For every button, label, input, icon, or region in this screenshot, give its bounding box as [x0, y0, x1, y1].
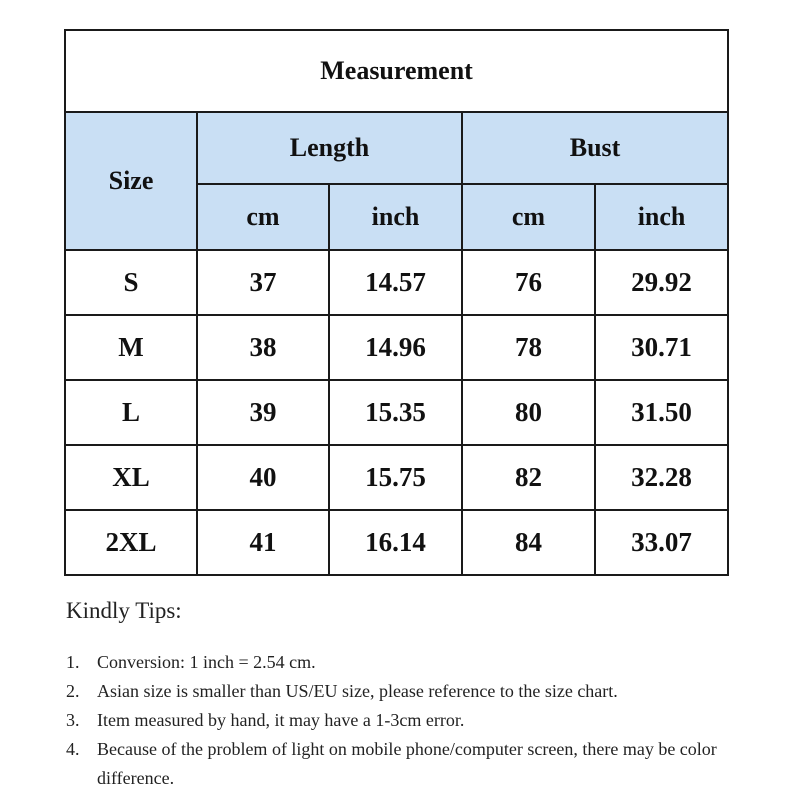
- size-column-header: Size: [65, 112, 197, 250]
- bust-cm-header: cm: [462, 184, 595, 250]
- list-item: [66, 706, 796, 735]
- size-cell: M: [65, 315, 197, 380]
- length-group-header: Length: [197, 112, 462, 184]
- size-cell: L: [65, 380, 197, 445]
- length-inch-cell: 15.75: [329, 445, 462, 510]
- bust-inch-cell: 32.28: [595, 445, 728, 510]
- length-inch-cell: 14.96: [329, 315, 462, 380]
- bust-inch-cell: 33.07: [595, 510, 728, 575]
- table-title: Measurement: [65, 30, 728, 112]
- tip-number: 1.: [66, 652, 80, 672]
- list-item: [66, 735, 796, 793]
- length-cm-cell: 37: [197, 250, 329, 315]
- tips-heading: Kindly Tips:: [66, 598, 182, 623]
- table-row: [65, 510, 728, 575]
- table-group-header-row: [65, 112, 728, 184]
- bust-cm-cell: 76: [462, 250, 595, 315]
- bust-cm-cell: 84: [462, 510, 595, 575]
- bust-group-header: Bust: [462, 112, 728, 184]
- tip-number: 3.: [66, 710, 80, 730]
- table-row: [65, 250, 728, 315]
- table-row: [65, 445, 728, 510]
- tips-list: [66, 648, 796, 793]
- size-cell: 2XL: [65, 510, 197, 575]
- length-inch-header: inch: [329, 184, 462, 250]
- length-inch-cell: 16.14: [329, 510, 462, 575]
- bust-inch-cell: 30.71: [595, 315, 728, 380]
- bust-cm-cell: 80: [462, 380, 595, 445]
- size-cell: XL: [65, 445, 197, 510]
- length-inch-cell: 14.57: [329, 250, 462, 315]
- list-item: [66, 648, 796, 677]
- bust-cm-cell: 82: [462, 445, 595, 510]
- table-title-row: [65, 30, 728, 112]
- length-cm-cell: 38: [197, 315, 329, 380]
- table-row: [65, 380, 728, 445]
- bust-inch-cell: 29.92: [595, 250, 728, 315]
- table-row: [65, 315, 728, 380]
- tip-text: Because of the problem of light on mobile phone/computer screen, there may be color difference.: [97, 739, 717, 788]
- tip-number: 4.: [66, 739, 80, 759]
- bust-inch-header: inch: [595, 184, 728, 250]
- length-cm-header: cm: [197, 184, 329, 250]
- tip-text: Item measured by hand, it may have a 1-3cm error.: [97, 710, 465, 730]
- size-chart-table: [64, 29, 729, 576]
- tip-text: Conversion: 1 inch = 2.54 cm.: [97, 652, 316, 672]
- tip-number: 2.: [66, 681, 80, 701]
- kindly-tips-section: [66, 598, 796, 793]
- length-cm-cell: 41: [197, 510, 329, 575]
- length-cm-cell: 39: [197, 380, 329, 445]
- length-inch-cell: 15.35: [329, 380, 462, 445]
- size-cell: S: [65, 250, 197, 315]
- length-cm-cell: 40: [197, 445, 329, 510]
- bust-inch-cell: 31.50: [595, 380, 728, 445]
- tip-text: Asian size is smaller than US/EU size, please reference to the size chart.: [97, 681, 618, 701]
- bust-cm-cell: 78: [462, 315, 595, 380]
- list-item: [66, 677, 796, 706]
